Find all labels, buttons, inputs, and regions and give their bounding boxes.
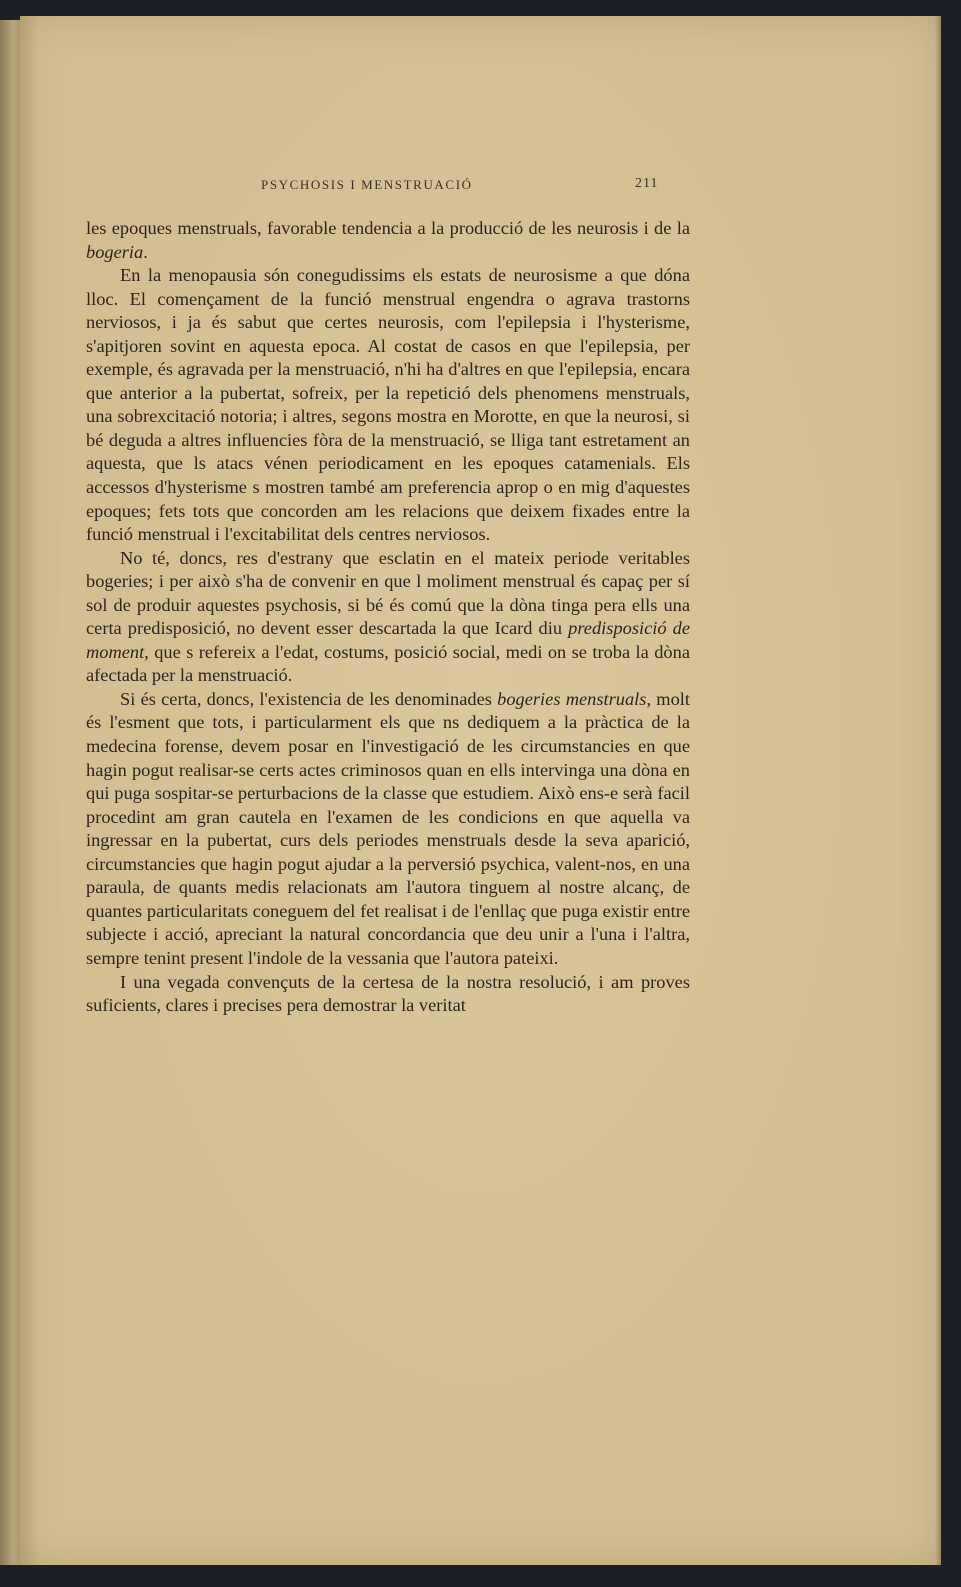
paragraph (86, 971, 690, 1018)
paragraph (86, 264, 690, 547)
paragraph (86, 547, 690, 688)
text-run: I una vegada convençuts de la certesa de la nostra resolució, i am proves suficients, clares i precises pera demostrar la veritat (86, 971, 690, 1016)
page-header (20, 177, 941, 197)
text-run: , que s refereix a l'edat, costums, posició social, medi on se troba la dòna afectada per la menstruació. (86, 641, 690, 686)
text-run: , molt és l'esment que tots, i particularment els que ns dediquem a la pràctica de la medecina forense, devem posar en l'investigació de les circumstancies en que hagin pogut realisar-se certs actes criminosos quan en ells intervinga una dòna en qui puga sospitar-se perturbacions de la classe que estudiem. Això ens-e serà facil procedint am gran cautela en l'examen de les condicions en que aquella va ingressar en la pubertat, curs dels periodes menstruals desde la seva aparició, circumstancies que hagin pogut ajudar a la perversió psychica, valent-nos, en una paraula, de quants medis relacionats am l'autora tinguem al nostre alcanç, de quantes particularitats coneguem del fet realisat i de l'enllaç que puga existir entre subjecte i acció, apreciant la natural concordancia que deu unir a l'una i l'altra, sempre tenint present l'indole de la vessania que l'autora pateixi. (86, 688, 690, 968)
running-title: PSYCHOSIS I MENSTRUACIÓ (261, 177, 473, 192)
page-number: 211 (635, 176, 659, 191)
italic-text-run: bogeria (86, 241, 144, 262)
paragraph (86, 217, 690, 264)
body-text (86, 217, 690, 1018)
text-run: les epoques menstruals, favorable tendencia a la producció de les neurosis i de la (86, 218, 690, 238)
book-page (20, 16, 941, 1565)
text-run: No té, doncs, res d'estrany que esclatin en el mateix periode veritables bogeries; i per això s'ha de convenir en que l moliment menstrual és capaç per sí sol de produir aquestes psychosis, si bé és comú que la dòna tinga pera ells una certa predisposició, no devent esser descartada la que Icard diu (86, 547, 690, 639)
italic-text-run: predisposició de moment (86, 618, 691, 662)
text-run: Si és certa, doncs, l'existencia de les denominades (120, 688, 498, 709)
text-run: . (143, 241, 148, 262)
page-edge-shadow (935, 16, 941, 1565)
paragraph (86, 688, 690, 971)
text-run: En la menopausia són conegudissims els estats de neurosisme a que dóna lloc. El començament de la funció menstrual engendra o agrava trastorns nerviosos, i ja és sabut que certes neurosis, com l'epilepsia i l'hysterisme, s'apitjoren sovint en aquesta epoca. Al costat de casos en que l'epilepsia, per exemple, és agravada per la menstruació, n'hi ha d'altres en que l'epilepsia, encara que anterior a la pubertat, sofreix, per la repetició dels phenomens menstruals, una sobrexcitació notoria; i altres, segons mostra en Morotte, en que la neurosi, si bé deguda a altres influencies fòra de la menstruació, se lliga tant estretament an aquesta, que ls atacs vénen periodicament en les epoques catamenials. Els accessos d'hysterisme s mostren també am preferencia aprop o en mig d'aquestes epoques; fets tots que concorden am les relacions que deixem fixades entre la funció menstrual i l'excitabilitat dels centres nerviosos. (86, 265, 690, 545)
italic-text-run: bogeries menstruals (497, 688, 647, 709)
book-spine-edge (0, 20, 22, 1565)
